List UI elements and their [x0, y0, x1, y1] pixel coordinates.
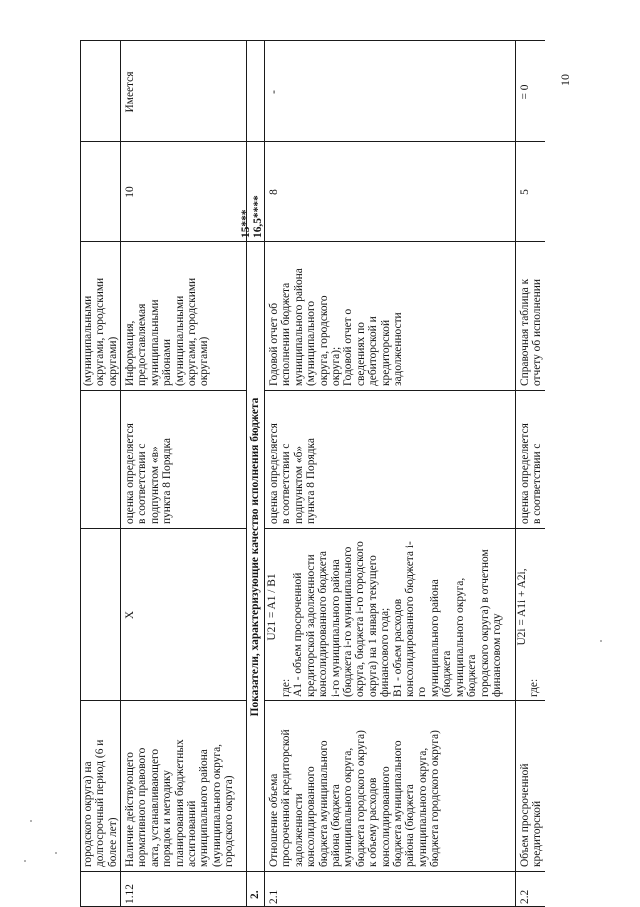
row-1-12-weight: 10: [124, 186, 136, 198]
row-2-1-method: оценка определяется в соответствии с подпунктом «б» пункта 8 Порядка: [268, 423, 318, 524]
section-2-weight: 15*** 16,5****: [240, 195, 265, 238]
row-1-12-indicator-name: Наличие действующего нормативного правового акта, устанавливающего порядок и методику планирования бюджетных ассигнований муниципального района (муниципального округа, городского округа): [124, 739, 236, 867]
row-2-2-data-source: Справочная таблица к отчету об исполнении: [519, 278, 544, 386]
col-divider: [80, 528, 246, 529]
rotated-table: [80, 37, 545, 907]
col-divider: [264, 700, 545, 701]
scan-speck: [30, 820, 32, 822]
row-2-2-weight: 5: [519, 189, 531, 195]
row-2-2-target: = 0: [519, 84, 531, 100]
col-divider: [264, 390, 545, 391]
scan-speck: [600, 640, 602, 642]
col-divider: [80, 390, 246, 391]
section-2-number: 2.: [249, 890, 261, 899]
row-2-1-number: 2.1: [268, 889, 280, 904]
row-1-12-data-source: Информация, предоставляемая муниципальными районами (муниципальными округами, городскими округами): [124, 277, 211, 386]
col-divider: [80, 241, 545, 242]
row-2-1-target: -: [268, 90, 280, 94]
row-2-1-weight: 8: [268, 189, 280, 195]
row-2-1-formula-where: где: A1 - объем просроченной кредиторской задолженности консолидированного бюджета i-го муниципального района (бюджета i-го муниципального округа, бюджета i-го городского округа) на 1 января текущего финансового года; B1 - объем расходов консолидированного бюджета i-го муниципального района (бюджета муниципального округа, бюджета городского округа) в отчетном финансовом году: [280, 541, 503, 697]
scan-speck: [24, 860, 26, 862]
col-divider: [264, 528, 545, 529]
row-divider: [120, 41, 121, 907]
col-divider: [80, 141, 545, 142]
row-1-12-formula: X: [124, 610, 136, 620]
row-2-2-formula-where: где:: [528, 678, 540, 697]
row-2-1-indicator-name: Отношение объема просроченной кредиторской задолженности консолидированного бюджета муниципального района (бюджета муниципального округа, бюджета городского округа) к объему расходов консолидированного бюджета муниципального района (бюджета муниципального округа, бюджета городского округа): [268, 729, 442, 867]
row-2-2-indicator-name: Объем просроченной кредиторской: [519, 763, 544, 867]
table-border-right: [80, 40, 545, 41]
row-2-2-number: 2.2: [519, 889, 531, 904]
page-number: 10: [558, 74, 572, 86]
scan-speck: [55, 852, 57, 854]
row-2-1-formula-main: U21 = A1 / B1: [266, 573, 278, 641]
row-1-12-method: оценка определяется в соответствии с подпунктом «в» пункта 8 Порядка: [124, 423, 174, 524]
col-divider: [80, 700, 246, 701]
table-border-top: [80, 41, 81, 907]
section-2-title: Показатели, характеризующие качество исполнения бюджета: [249, 397, 261, 717]
row-2-2-method: оценка определяется в соответствии с: [519, 423, 544, 524]
cont-data-source: (муниципальными округами, городскими округами): [82, 277, 119, 386]
cont-indicator-name: городского округа) на долгосрочный период (6 и более лет): [82, 739, 119, 867]
row-2-1-data-source: Годовой отчет об исполнении бюджета муниципального района (муниципального округа, городского округа); Годовой отчет о сведениях по дебиторской и кредиторской задолженности: [268, 268, 405, 386]
row-1-12-target: Имеется: [124, 71, 136, 113]
col-divider: [80, 871, 545, 872]
row-1-12-number: 1.12: [124, 884, 136, 904]
row-divider: [515, 41, 516, 907]
row-2-2-formula-main: U2i = A1i + A2i,: [516, 568, 528, 646]
